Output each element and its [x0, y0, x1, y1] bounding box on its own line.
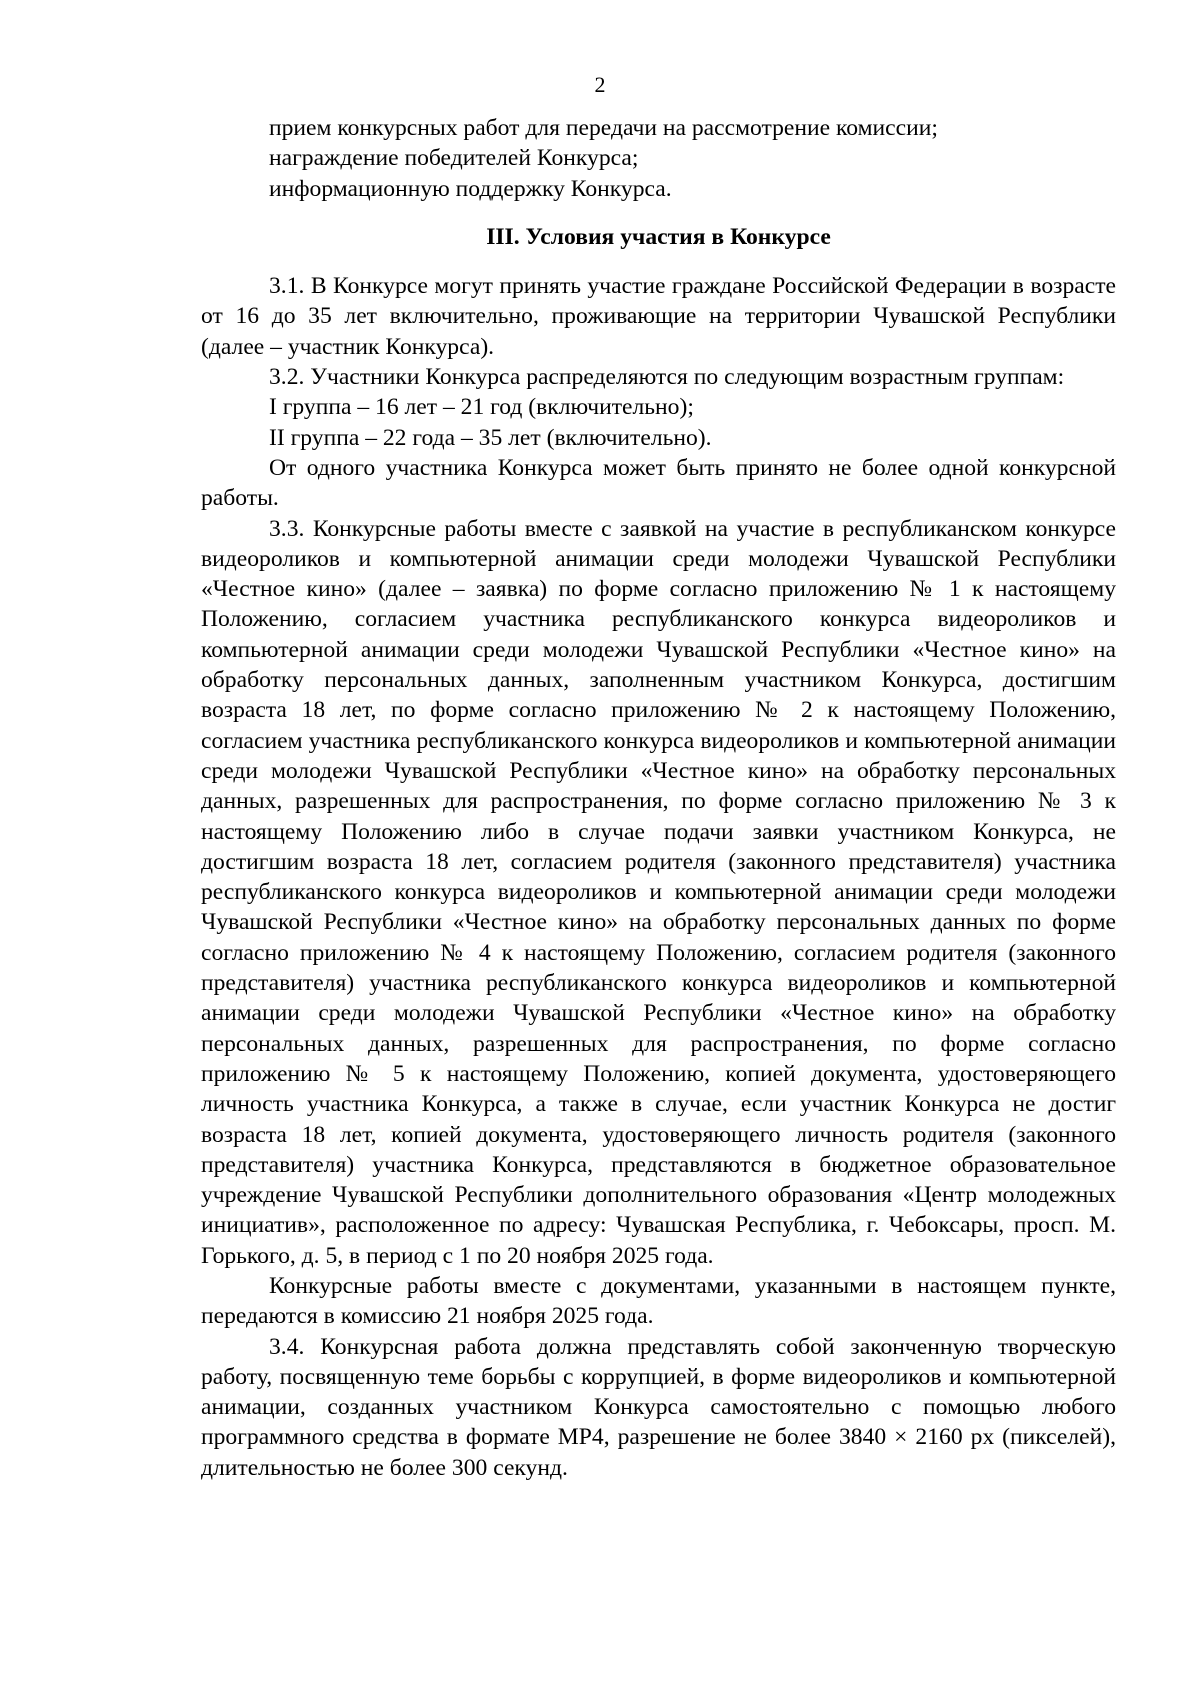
paragraph-3-1: 3.1. В Конкурсе могут принять участие граждане Российской Федерации в возрасте от 16 до 35 лет включительно, проживающие на территории Чувашской Республики (далее – участник Конкурса).	[201, 273, 1116, 360]
list-item-awarding: награждение победителей Конкурса;	[269, 145, 639, 172]
document-body	[201, 113, 1116, 1483]
age-group-2: II группа – 22 года – 35 лет (включительно).	[269, 424, 712, 451]
paragraph-3-3: 3.3. Конкурсные работы вместе с заявкой на участие в республиканском конкурсе видеороликов и компьютерной анимации среди молодежи Чувашской Республики «Честное кино» (далее – заявка) по форме согласно приложению № 1 к настоящему Положению, согласием участника республиканского конкурса видеороликов и компьютерной анимации среди молодежи Чувашской Республики «Честное кино» на обработку персональных данных, заполненным участником Конкурса, достигшим возраста 18 лет, по форме согласно приложению № 2 к настоящему Положению, согласием участника республиканского конкурса видеороликов и компьютерной анимации среди молодежи Чувашской Республики «Честное кино» на обработку персональных данных, разрешенных для распространения, по форме согласно приложению № 3 к настоящему Положению либо в случае подачи заявки участником Конкурса, не достигшим возраста 18 лет, согласием родителя (законного представителя) участника республиканского конкурса видеороликов и компьютерной анимации среди молодежи Чувашской Республики «Честное кино» на обработку персональных данных по форме согласно приложению № 4 к настоящему Положению, согласием родителя (законного представителя) участника республиканского конкурса видеороликов и компьютерной анимации среди молодежи Чувашской Республики «Честное кино» на обработку персональных данных, разрешенных для распространения, по форме согласно приложению № 5 к настоящему Положению, копией документа, удостоверяющего личность участника Конкурса, а также в случае, если участник Конкурса не достиг возраста 18 лет, копией документа, удостоверяющего личность родителя (законного представителя) участника Конкурса, представляются в бюджетное образовательное учреждение Чувашской Республики дополнительного образования «Центр молодежных инициатив», расположенное по адресу: Чувашская Республика, г. Чебоксары, просп. М. Горького, д. 5, в период с 1 по 20 ноября 2025 года.	[201, 515, 1116, 1269]
section-heading: III. Условия участия в Конкурсе	[486, 223, 831, 250]
paragraph-3-4: 3.4. Конкурсная работа должна представлять собой законченную творческую работу, посвященную теме борьбы с коррупцией, в форме видеороликов и компьютерной анимации, созданных участником Конкурса самостоятельно с помощью любого программного средства в формате MP4, разрешение не более 3840 × 2160 px (пикселей), длительностью не более 300 секунд.	[201, 1333, 1116, 1481]
paragraph-one-work-limit: От одного участника Конкурса может быть принято не более одной конкурсной работы.	[201, 454, 1116, 512]
list-item-reception: прием конкурсных работ для передачи на рассмотрение комиссии;	[269, 115, 938, 141]
age-group-1: I группа – 16 лет – 21 год (включительно);	[269, 394, 694, 421]
page-number: 2	[594, 72, 606, 97]
paragraph-3-2: 3.2. Участники Конкурса распределяются по следующим возрастным группам:	[269, 364, 1065, 391]
list-item-info-support: информационную поддержку Конкурса.	[269, 175, 672, 202]
paragraph-transfer-to-commission: Конкурсные работы вместе с документами, указанными в настоящем пункте, передаются в комиссию 21 ноября 2025 года.	[201, 1272, 1116, 1330]
